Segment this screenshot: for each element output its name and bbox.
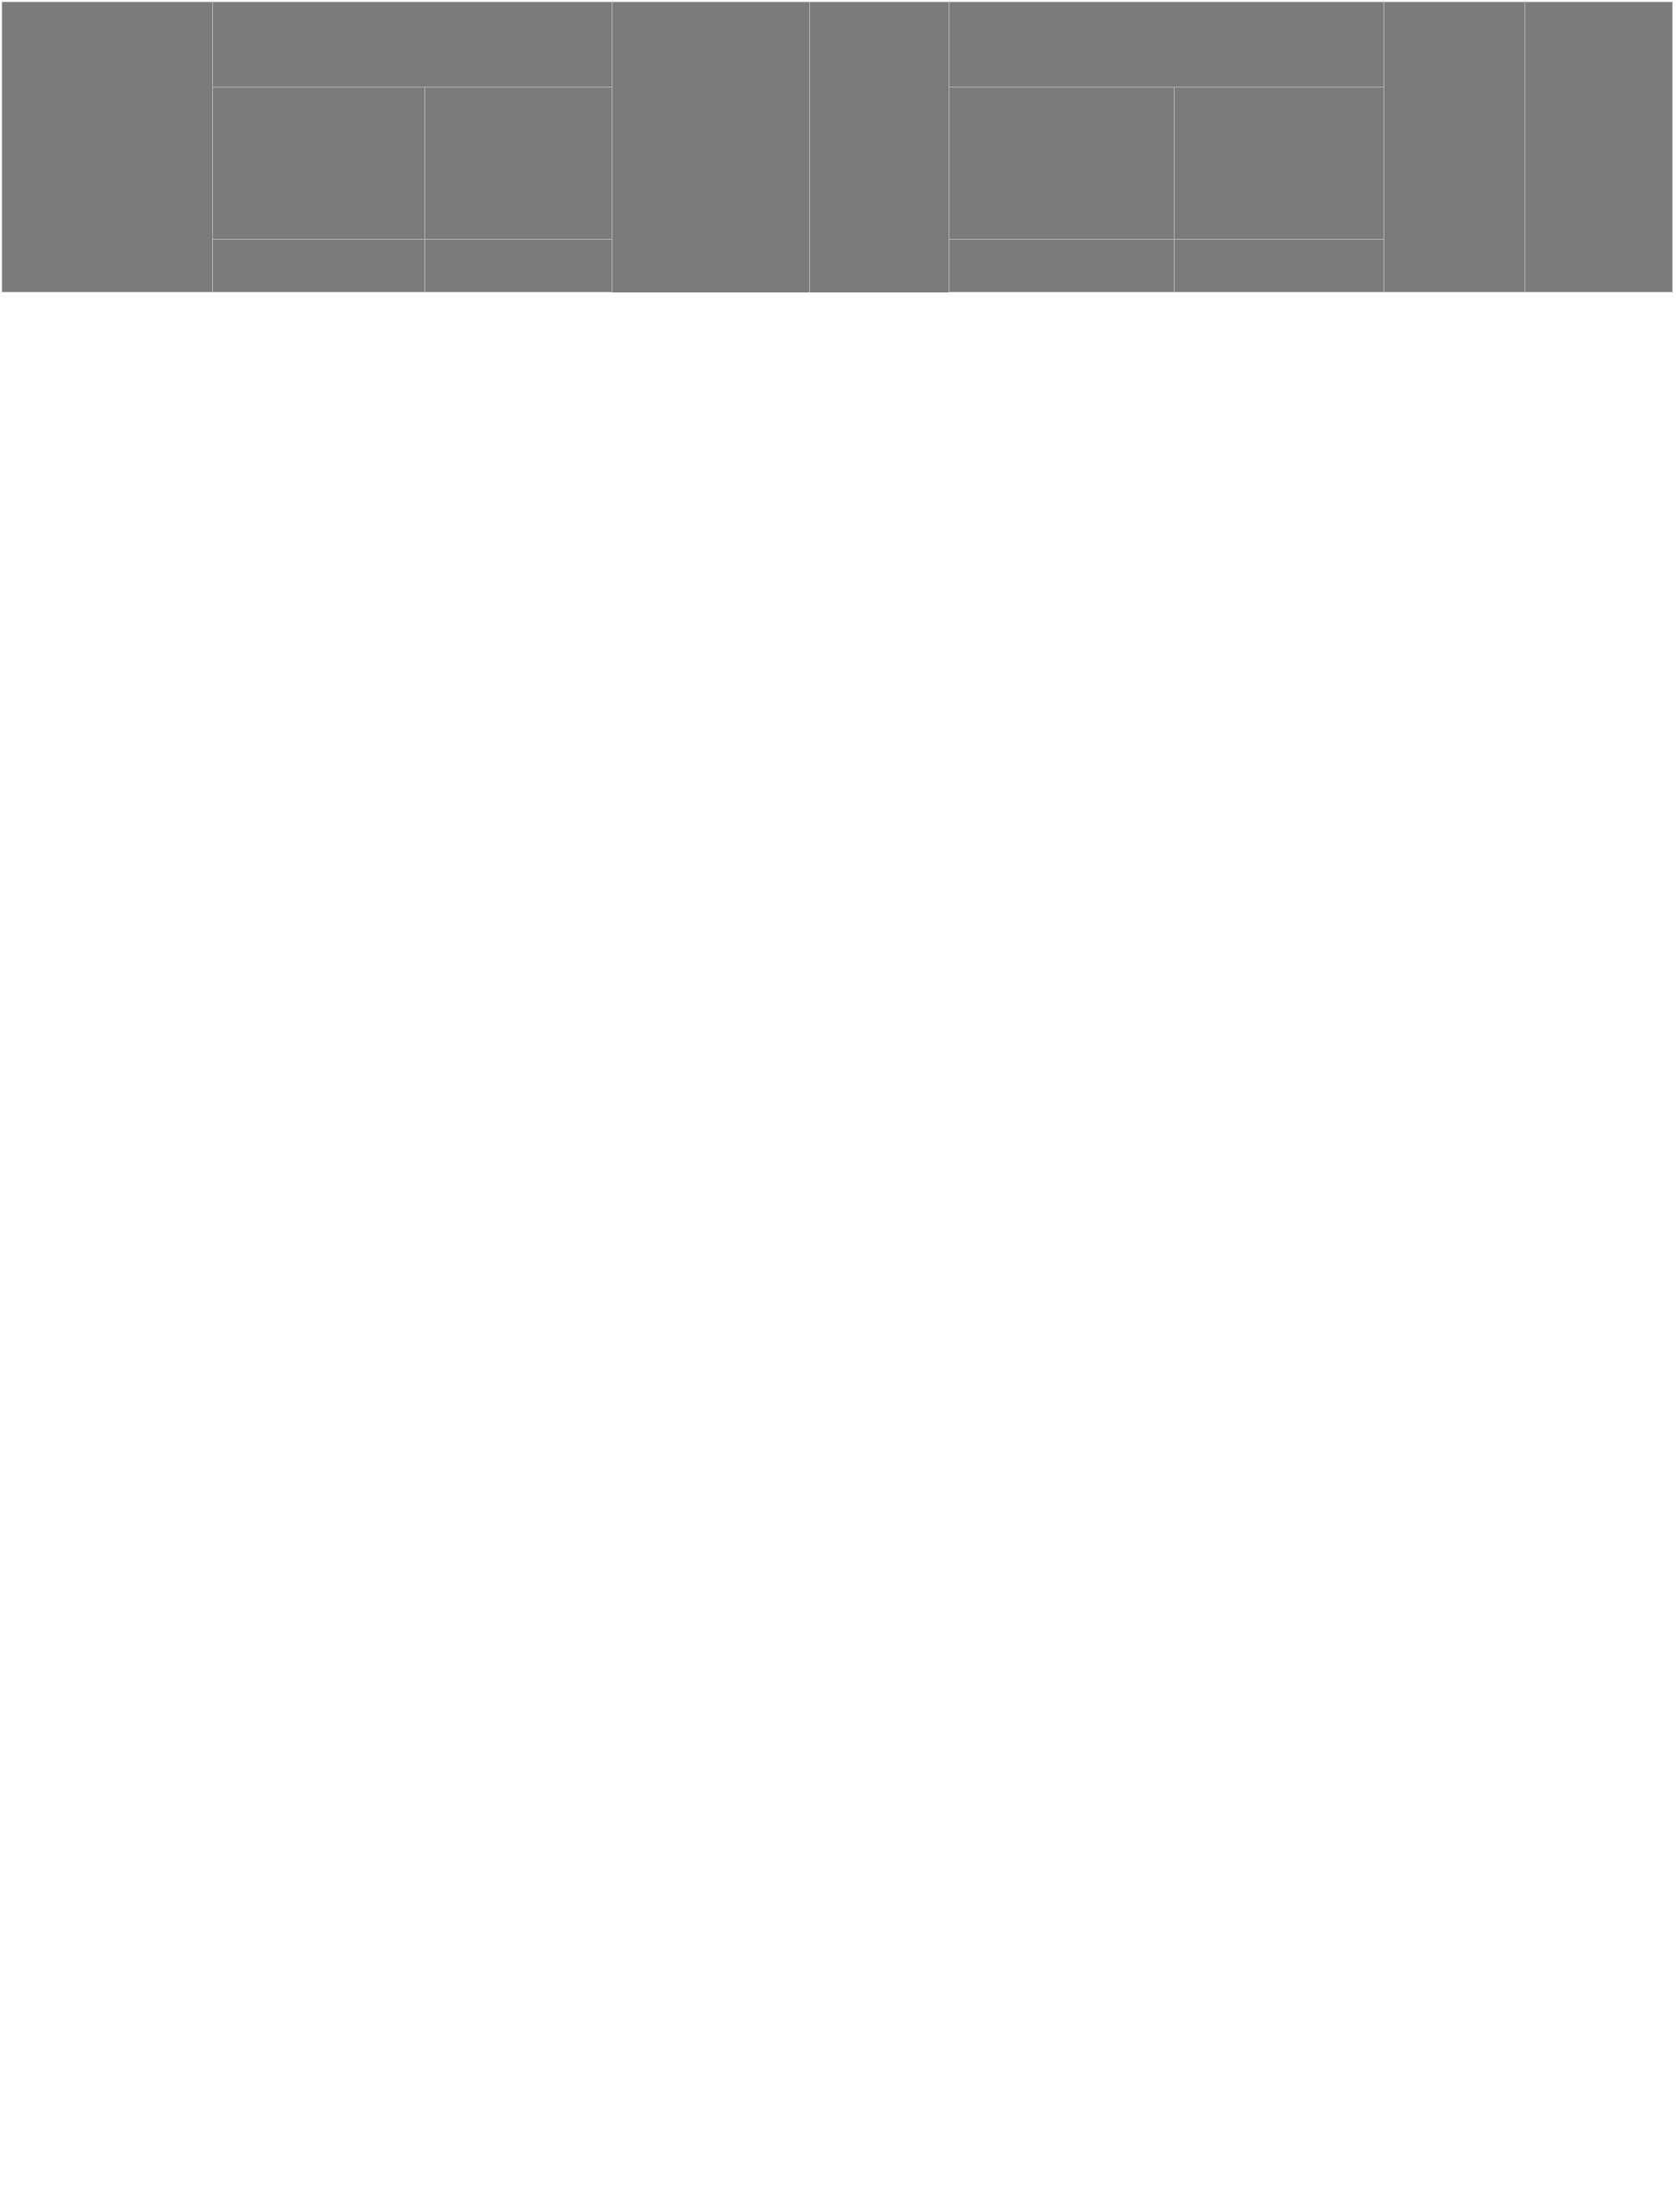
header-users-p-value (810, 2, 949, 292)
header-users-diseased (213, 87, 425, 240)
header-nonusers-healthy-npct (1175, 240, 1384, 292)
header-nonusers-spacer (1384, 2, 1525, 292)
header-variable (2, 2, 213, 292)
header-users-diseased-npct (213, 240, 425, 292)
header-nonusers-diseased-npct (949, 240, 1175, 292)
header-nonusers-healthy (1175, 87, 1384, 240)
results-table (2, 2, 1673, 292)
header-nonusers-group (949, 2, 1384, 87)
header-users-group (213, 2, 612, 87)
header-users-chi-square (612, 2, 810, 292)
header-users-healthy-npct (425, 240, 612, 292)
table-header (2, 2, 1673, 292)
header-users-healthy (425, 87, 612, 240)
header-nonusers-chi-square (1525, 2, 1673, 292)
header-nonusers-diseased (949, 87, 1175, 240)
